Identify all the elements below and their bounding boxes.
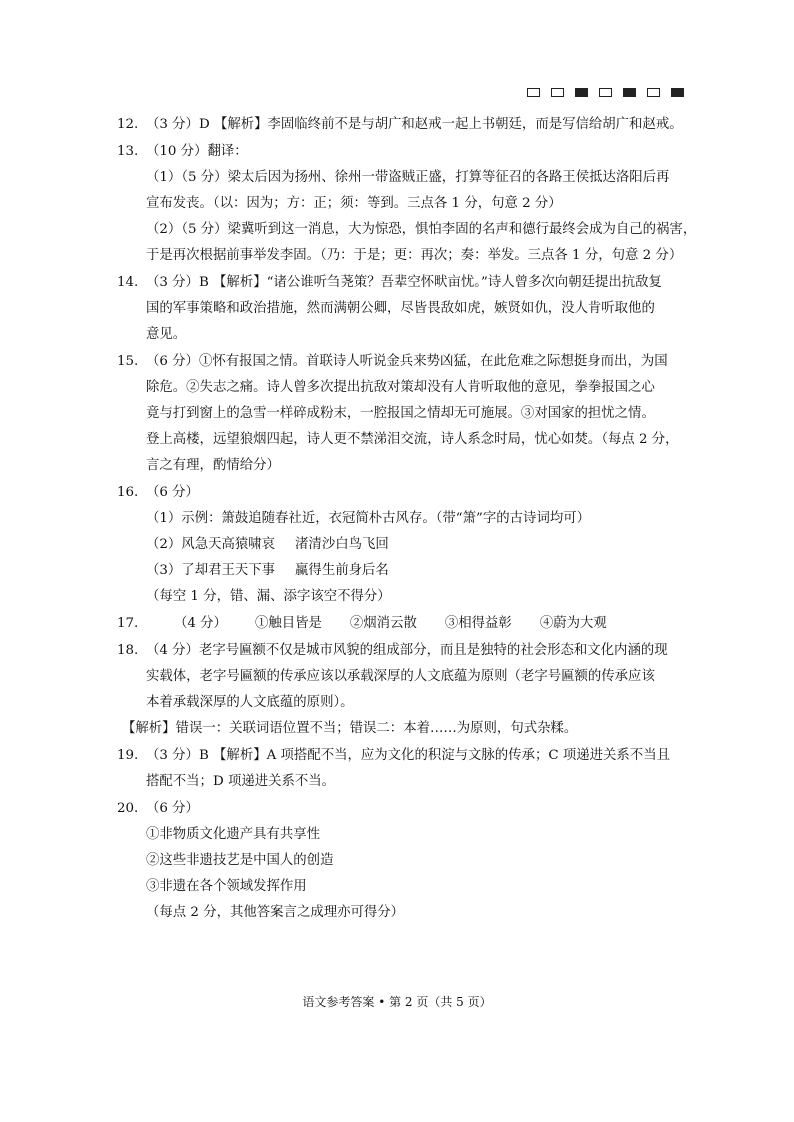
question-number: 17. — [117, 616, 139, 631]
question-number: 20. — [117, 801, 139, 816]
answer-point: ③非遗在各个领域发挥作用 — [146, 879, 307, 894]
answer-line: 于是再次根据前事举发李固。（乃：于是；更：再次；奏：举发。三点各 1 分，句意 2 分） — [146, 248, 683, 263]
mark-filled — [575, 88, 588, 97]
page-footer: 语文参考答案 • 第 2 页（共 5 页） — [302, 995, 492, 1009]
blank-answer: （2）风急天高猿啸哀 — [146, 537, 276, 552]
mark-empty — [647, 88, 660, 97]
answer-line: （4 分）老字号匾额不仅是城市风貌的组成部分，而且是独特的社会形态和文化内涵的现 — [146, 643, 668, 658]
answer-content — [117, 112, 697, 927]
answer-line: 实载体，老字号匾额的传承应该以承载深厚的人文底蕴为原则（老字号匾额的传承应该 — [146, 669, 655, 684]
answer-line: （1）（5 分）梁太后因为扬州、徐州一带盗贼正盛，打算等征召的各路王侯抵达洛阳后再 — [146, 170, 670, 185]
mark-empty — [599, 88, 612, 97]
question-number: 14. — [117, 275, 139, 290]
option-answer: ④蔚为大观 — [539, 616, 607, 631]
question-number: 15. — [117, 354, 139, 369]
question-14 — [117, 270, 697, 348]
answer-line: 登上高楼，远望狼烟四起，诗人更不禁涕泪交流，诗人系念时局，忧心如焚。（每点 2 分， — [146, 432, 679, 447]
mark-filled — [623, 88, 636, 97]
question-16 — [117, 480, 697, 610]
question-18 — [117, 638, 697, 742]
answer-point: ②这些非遗技艺是中国人的创造 — [146, 853, 334, 868]
mark-empty — [551, 88, 564, 97]
mark-filled — [671, 88, 684, 97]
option-answer: ②烟消云散 — [349, 616, 417, 631]
answer-line: （1）示例：箫鼓追随春社近，衣冠简朴古风存。（带“箫”字的古诗词均可） — [146, 511, 591, 526]
answer-line — [117, 532, 697, 558]
mark-empty — [527, 88, 540, 97]
answer-line: 竟与打到窗上的急雪一样碎成粉末，一腔报国之情却无可施展。③对国家的担忧之情。 — [146, 406, 655, 421]
blank-answer: 赢得生前身后名 — [295, 563, 389, 578]
answer-heading: （6 分） — [146, 801, 199, 816]
explanation: 【解析】错误一：关联词语位置不当；错误二：本着……为原则，句式杂糅。 — [122, 721, 578, 736]
question-number: 16. — [117, 485, 139, 500]
answer-line: （6 分）①怀有报国之情。首联诗人听说金兵来势凶猛，在此危难之际想挺身而出，为国 — [146, 354, 668, 369]
answer-point: ①非物质文化遗产具有共享性 — [146, 827, 321, 842]
blank-answer: （3）了却君王天下事 — [146, 563, 276, 578]
scoring-note: （每空 1 分，错、漏、添字该空不得分） — [146, 589, 391, 604]
answer-heading: （6 分） — [146, 485, 199, 500]
answer-line: （3 分）B 【解析】“诸公谁听刍荛策？吾辈空怀畎亩忧。”诗人曾多次向朝廷提出抗敌复 — [146, 275, 662, 290]
answer-line: 宣布发丧。（以：因为；方：正；须：等到。三点各 1 分，句意 2 分） — [146, 196, 562, 211]
question-number: 18. — [117, 643, 139, 658]
answer-line — [117, 558, 697, 584]
scoring-note: （每点 2 分，其他答案言之成理亦可得分） — [146, 905, 405, 920]
question-15 — [117, 349, 697, 479]
option-answer: ③相得益彰 — [444, 616, 512, 631]
answer-line: 本着承载深厚的人文底蕴的原则）。 — [146, 695, 354, 710]
answer-line: （2）（5 分）梁冀听到这一消息，大为惊恐，惧怕李固的名声和德行最终会成为自己的祸害， — [146, 222, 697, 237]
answer-line: 意见。 — [146, 327, 187, 342]
question-17 — [117, 611, 697, 637]
answer-line: 言之有理，酌情给分） — [146, 458, 280, 473]
question-13 — [117, 139, 697, 269]
blank-answer: 渚清沙白鸟飞回 — [295, 537, 389, 552]
question-20 — [117, 796, 697, 926]
header-registration-marks — [527, 88, 684, 97]
answer-heading: （10 分）翻译： — [146, 144, 248, 159]
question-19 — [117, 743, 697, 795]
answer-line: 搭配不当；D 项递进关系不当。 — [146, 774, 336, 789]
option-answer: ①触目皆是 — [254, 616, 322, 631]
answer-heading: （4 分） — [174, 616, 227, 631]
answer-text: （3 分）D 【解析】李固临终前不是与胡广和赵戒一起上书朝廷，而是写信给胡广和赵戒。 — [146, 117, 683, 132]
question-number: 19. — [117, 748, 139, 763]
answer-line: 国的军事策略和政治措施，然而满朝公卿，尽皆畏敌如虎，嫉贤如仇，没人肯听取他的 — [146, 301, 655, 316]
answer-line: 除危。②失志之痛。诗人曾多次提出抗敌对策却没有人肯听取他的意见，拳拳报国之心 — [146, 380, 655, 395]
question-12 — [117, 112, 697, 138]
question-number: 12. — [117, 117, 139, 132]
question-number: 13. — [117, 144, 139, 159]
answer-line: （3 分）B 【解析】A 项搭配不当，应为文化的积淀与文脉的传承；C 项递进关系不当且 — [146, 748, 670, 763]
